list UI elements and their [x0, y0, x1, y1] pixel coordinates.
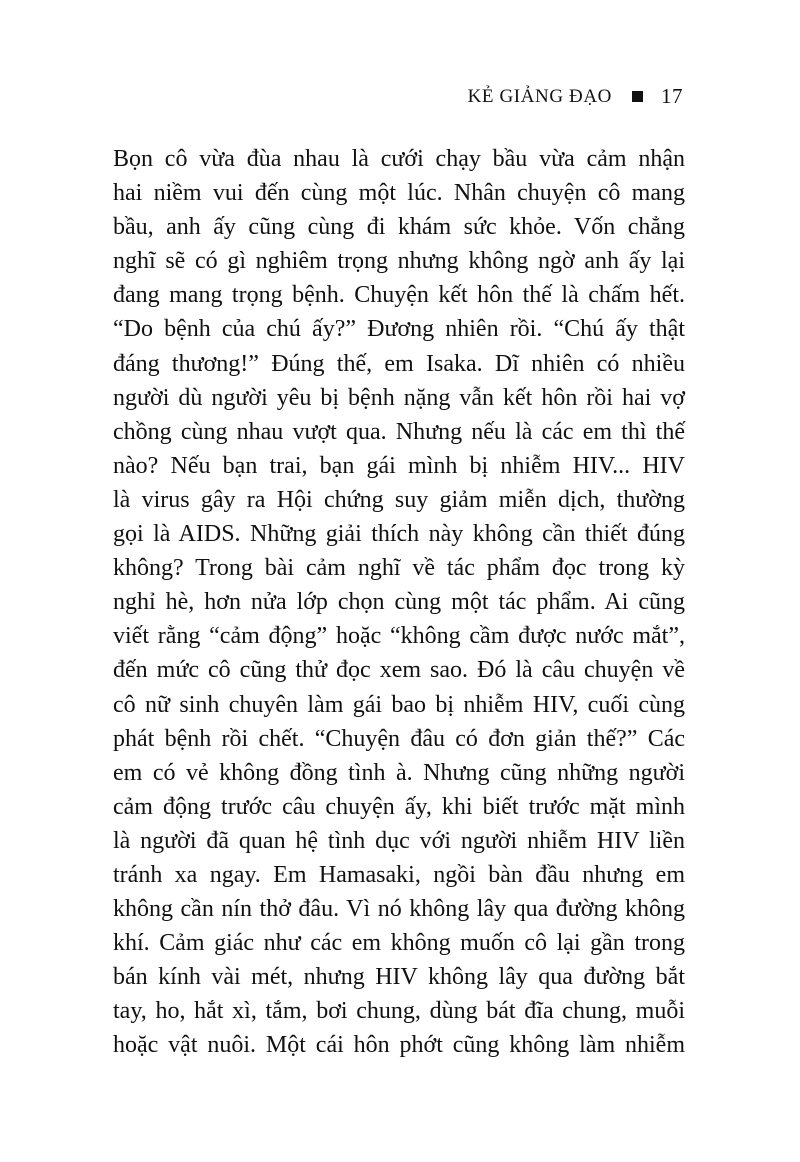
running-title: KẺ GIẢNG ĐẠO [467, 85, 612, 107]
text-line: khí. Cảm giác như các em không muốn cô lại gần trong [113, 930, 685, 957]
body-text [113, 142, 685, 1063]
text-line: đáng thương!” Đúng thế, em Isaka. Dĩ nhiên có nhiều [113, 350, 685, 377]
text-line: gọi là AIDS. Những giải thích này không cần thiết đúng [113, 521, 685, 548]
text-line: hai niềm vui đến cùng một lúc. Nhân chuyện cô mang [113, 180, 685, 207]
text-line: “Do bệnh của chú ấy?” Đương nhiên rồi. “Chú ấy thật [113, 316, 685, 343]
text-line: không cần nín thở đâu. Vì nó không lây qua đường không [113, 896, 685, 923]
page-number: 17 [661, 84, 683, 108]
text-line: phát bệnh rồi chết. “Chuyện đâu có đơn giản thế?” Các [113, 725, 685, 752]
text-line: bầu, anh ấy cũng cùng đi khám sức khỏe. Vốn chẳng [113, 214, 685, 241]
text-line: là người đã quan hệ tình dục với người nhiễm HIV liền [113, 827, 685, 854]
black-square-icon [632, 91, 643, 102]
text-line: người dù người yêu bị bệnh nặng vẫn kết hôn rồi hai vợ [113, 384, 685, 411]
running-header [468, 84, 683, 109]
text-line: cảm động trước câu chuyện ấy, khi biết trước mặt mình [113, 793, 685, 820]
text-line: nào? Nếu bạn trai, bạn gái mình bị nhiễm HIV... HIV [113, 452, 685, 479]
text-line: nghỉ hè, hơn nửa lớp chọn cùng một tác phẩm. Ai cũng [113, 589, 685, 616]
text-line: đang mang trọng bệnh. Chuyện kết hôn thế là chấm hết. [113, 282, 685, 309]
text-line: tránh xa ngay. Em Hamasaki, ngồi bàn đầu nhưng em [113, 861, 685, 888]
text-line: hoặc vật nuôi. Một cái hôn phớt cũng không làm nhiễm [113, 1032, 685, 1059]
text-line: không? Trong bài cảm nghĩ về tác phẩm đọc trong kỳ [113, 555, 685, 582]
text-line: nghĩ sẽ có gì nghiêm trọng nhưng không ngờ anh ấy lại [113, 248, 685, 275]
text-line: chồng cùng nhau vượt qua. Nhưng nếu là các em thì thế [113, 418, 685, 445]
text-line: em có vẻ không đồng tình à. Nhưng cũng những người [113, 759, 685, 786]
text-line: là virus gây ra Hội chứng suy giảm miễn dịch, thường [113, 486, 685, 513]
text-line: Bọn cô vừa đùa nhau là cưới chạy bầu vừa cảm nhận [113, 146, 685, 172]
text-line: cô nữ sinh chuyên làm gái bao bị nhiễm HIV, cuối cùng [113, 691, 685, 718]
text-line: viết rằng “cảm động” hoặc “không cầm được nước mắt”, [113, 623, 685, 650]
text-line: tay, ho, hắt xì, tắm, bơi chung, dùng bát đĩa chung, muỗi [113, 998, 685, 1025]
text-line: bán kính vài mét, nhưng HIV không lây qua đường bắt [113, 964, 685, 991]
text-line: đến mức cô cũng thử đọc xem sao. Đó là câu chuyện về [113, 657, 685, 684]
